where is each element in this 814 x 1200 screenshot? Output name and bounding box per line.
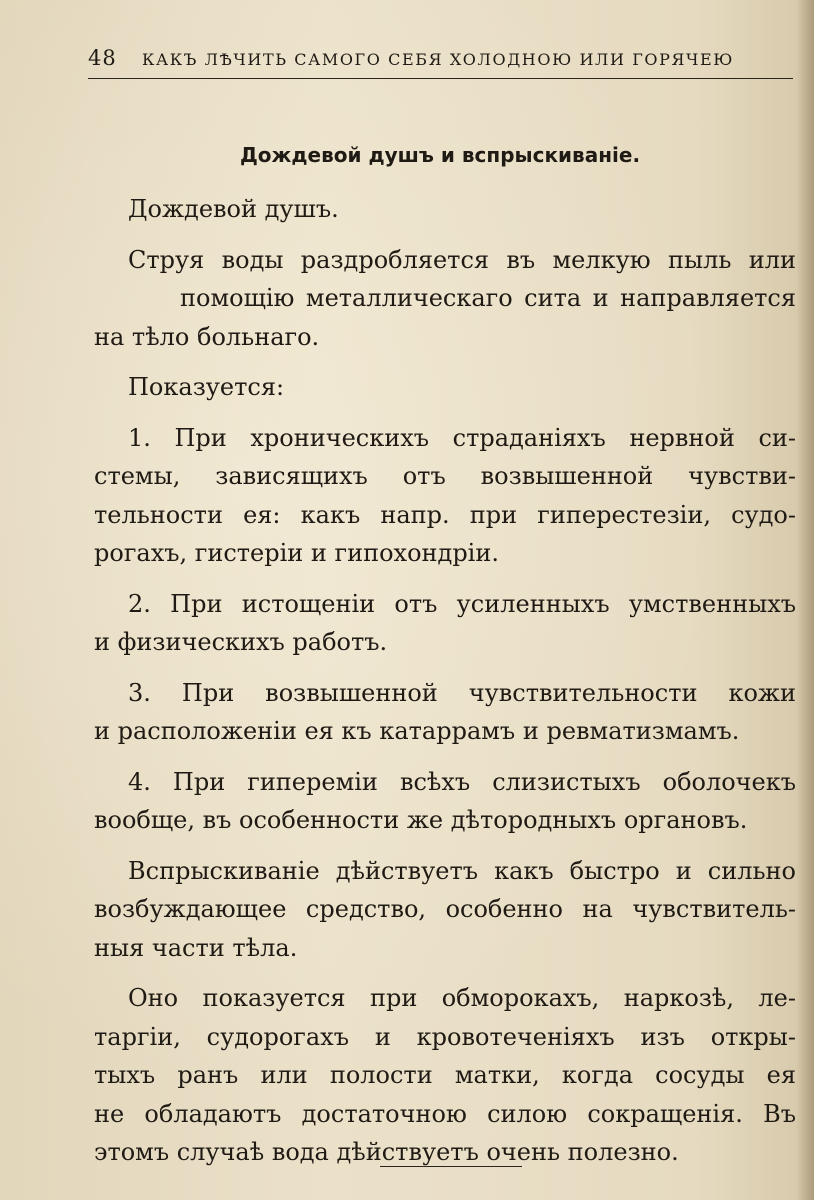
text-line: вообще, въ особенности же дѣтородныхъ органовъ. xyxy=(94,806,748,834)
subheading-line: Дождевой душъ. xyxy=(128,195,339,223)
text-line: помощію металлическаго сита и направляется xyxy=(180,284,796,312)
list-item-line: 3. При возвышенной чувствительности кожи xyxy=(128,678,796,707)
page-edge-shadow xyxy=(796,0,814,1200)
list-item-line: 1. При хроническихъ страданіяхъ нервной си- xyxy=(128,423,796,452)
page-number: 48 xyxy=(88,46,117,70)
section-title: Дождевой душъ и вспрыскиваніе. xyxy=(239,143,641,167)
list-item-line: 2. При истощеніи отъ усиленныхъ умственныхъ xyxy=(128,589,796,618)
text-line: рогахъ, гистеріи и гипохондріи. xyxy=(94,539,499,567)
end-rule xyxy=(380,1166,522,1167)
text-line: возбуждающее средство, особенно на чувствитель- xyxy=(94,895,796,923)
text-line: стемы, зависящихъ отъ возвышенной чувстви- xyxy=(94,462,796,490)
running-title: КАКЪ ЛѢЧИТЬ САМОГО СЕБЯ ХОЛОДНОЮ ИЛИ ГОРЯЧЕЮ xyxy=(142,50,734,69)
text-line: Оно показуется при обморокахъ, наркозѣ, ле- xyxy=(128,984,796,1012)
text-line: на тѣло больнаго. xyxy=(94,322,320,351)
text-line: тельности ея: какъ напр. при гиперестезіи, судо- xyxy=(94,500,796,529)
text-line: Показуется: xyxy=(128,373,285,401)
page-header xyxy=(88,44,768,74)
text-line: и физическихъ работъ. xyxy=(94,628,388,656)
text-line: не обладаютъ достаточною силою сокращенія. Въ xyxy=(94,1099,796,1128)
text-line: Вспрыскиваніе дѣйствуетъ какъ быстро и сильно xyxy=(128,856,796,885)
list-item-line: 4. При гипереміи всѣхъ слизистыхъ оболочекъ xyxy=(128,767,796,796)
text-line: таргіи, судорогахъ и кровотеченіяхъ изъ откры- xyxy=(94,1022,796,1051)
text-line: Струя воды раздробляется въ мелкую пыль или xyxy=(128,245,796,274)
text-line: и расположеніи ея къ катаррамъ и ревматизмамъ. xyxy=(94,717,740,745)
text-line: этомъ случаѣ вода дѣйствуетъ очень полезно. xyxy=(94,1138,679,1166)
header-rule xyxy=(88,78,793,79)
text-line: тыхъ ранъ или полости матки, когда сосуды ея xyxy=(94,1061,796,1089)
body-text xyxy=(94,190,796,1172)
text-line: ныя части тѣла. xyxy=(94,933,298,962)
